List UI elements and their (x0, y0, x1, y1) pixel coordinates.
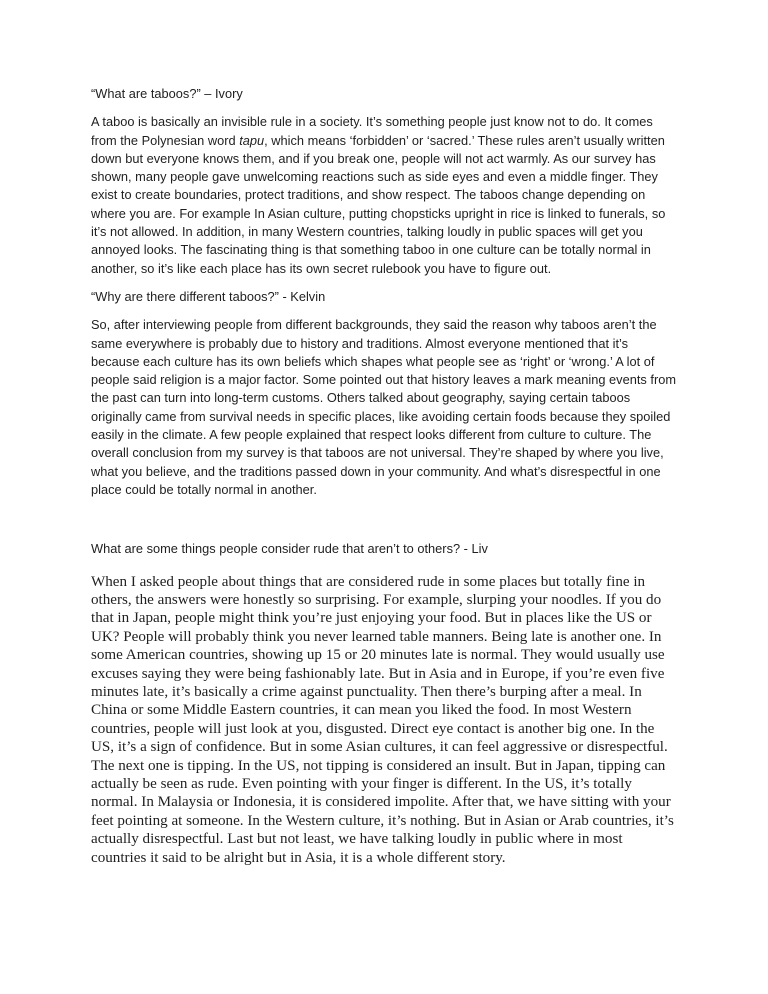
section-heading-what-are-taboos: “What are taboos?” – Ivory (91, 86, 243, 101)
section-heading-things-considered-rude: What are some things people consider rude that aren’t to others? - Liv (91, 541, 488, 557)
paragraph-text: A taboo is basically an invisible rule in a society. It’s something people just know not to do. It comes from the Polynesian word (91, 114, 653, 148)
italic-word-tapu: tapu (239, 132, 265, 148)
paragraph-text: , which means ‘forbidden’ or ‘sacred.’ These rules aren’t usually written down but everyone knows them, and if you break one, people will not act warmly. As our survey has shown, many people gave unwelcoming reactions such as side eyes and even a middle finger. They exist to create boundaries, protect traditions, and show respect. The taboos change depending on where you are. For example In Asian culture, putting chopsticks upright in rice is linked to funerals, so it’s not allowed. In addition, in many Western countries, talking loudly in public spaces will get you annoyed looks. The fascinating thing is that something taboo in one culture can be totally normal in another, so it’s like each place has its own secret rulebook you have to figure out. (91, 132, 666, 276)
paragraph-why-different-taboos: So, after interviewing people from different backgrounds, they said the reason why taboos aren’t the same everywhere is probably due to history and traditions. Almost everyone mentioned that it’s because each culture has its own beliefs which shapes what people see as ‘right’ or ‘wrong.’ A lot of people said religion is a major factor. Some pointed out that history leaves a mark meaning events from the past can turn into long-term customs. Others talked about geography, saying certain taboos originally came from survival needs in specific places, like avoiding certain foods because they spoiled easily in the climate. A few people explained that respect looks different from culture to culture. The overall conclusion from my survey is that taboos are not universal. They’re shaped by where you live, what you believe, and the traditions passed down in your community. And what’s disrespectful in one place could be totally normal in another. (91, 317, 677, 497)
paragraph-what-are-taboos (91, 113, 677, 278)
section-heading-why-different-taboos: “Why are there different taboos?” - Kelvin (91, 288, 326, 304)
paragraph-things-considered-rude: When I asked people about things that are considered rude in some places but totally fine in others, the answers were honestly so surprising. For example, slurping your noodles. If you do that in Japan, people might think you’re just enjoying your food. But in places like the US or UK? People will probably think you never learned table manners. Being late is another one. In some American countries, showing up 15 or 20 minutes late is normal. They would usually use excuses saying they were being fashionably late. But in Asia and in Europe, if you’re even five minutes late, it’s basically a crime against punctuality. Then there’s burping after a meal. In China or some Middle Eastern countries, it can mean you liked the food. In most Western countries, people will just look at you, disgusted. Direct eye contact is another big one. In the US, it’s a sign of confidence. But in some Asian cultures, it can feel aggressive or disrespectful. The next one is tipping. In the US, not tipping is considered an insult. But in Japan, tipping can actually be seen as rude. Even pointing with your finger is different. In the US, it’s totally normal. In Malaysia or Indonesia, it is considered impolite. After that, we have sitting with your feet pointing at someone. In the Western culture, it’s nothing. But in Asian or Arab countries, it’s actually disrespectful. Last but not least, we have talking loudly in public where in most countries it said to be alright but in Asia, it is a whole different story. (91, 573, 674, 866)
